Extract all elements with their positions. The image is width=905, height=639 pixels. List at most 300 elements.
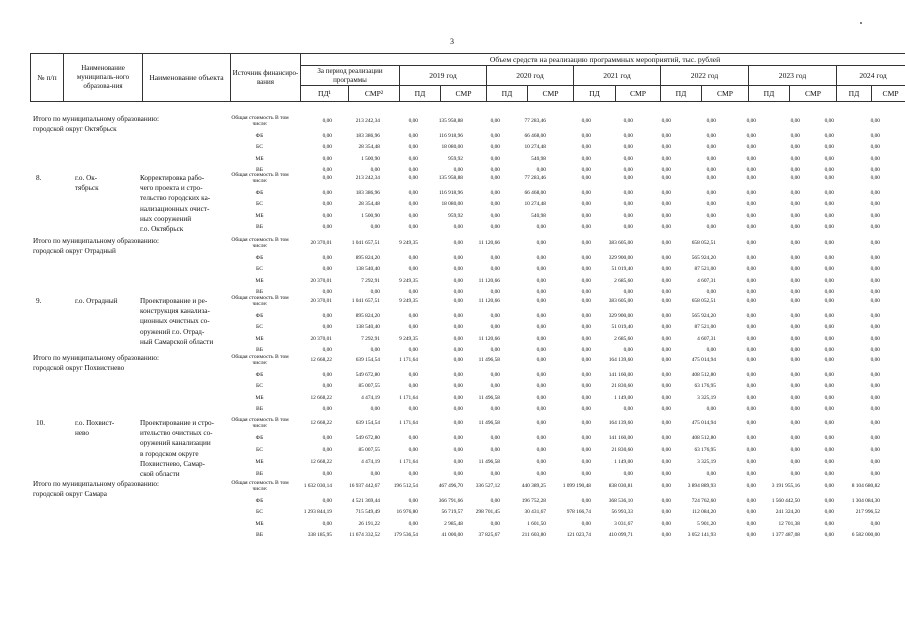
table-cell-value: 87 521,00 bbox=[694, 324, 716, 330]
table-cell-value: 0,00 bbox=[453, 289, 463, 295]
table-cell-value: 0,00 bbox=[790, 175, 800, 181]
table-cell-value: 0,00 bbox=[408, 155, 418, 162]
table-cell-value: 3 052 141,93 bbox=[687, 532, 716, 538]
table-cell-value: 0,00 bbox=[706, 132, 716, 139]
table-cell-value: 0,00 bbox=[536, 224, 546, 230]
table-cell-value: 0,00 bbox=[490, 224, 500, 230]
table-cell-value: 196 512,54 bbox=[393, 483, 418, 489]
table-cell-value: 0,00 bbox=[870, 175, 880, 181]
table-cell-value: 0,00 bbox=[408, 167, 418, 173]
table-cell-value: 0,00 bbox=[322, 520, 332, 527]
table-cell-value: 0,00 bbox=[581, 347, 591, 353]
table-cell-value: 0,00 bbox=[322, 266, 332, 272]
table-cell-value: 0,00 bbox=[746, 497, 756, 504]
table-cell-value: 0,00 bbox=[824, 447, 834, 453]
table-cell-value: 0,00 bbox=[790, 144, 800, 150]
table-cell-value: 383 605,00 bbox=[608, 298, 633, 304]
table-cell-value: 0,00 bbox=[536, 312, 546, 319]
table-cell-value: 0,00 bbox=[536, 394, 546, 401]
table-cell-value: 66 468,00 bbox=[524, 132, 546, 139]
table-cell-value: 20 370,01 bbox=[310, 335, 332, 342]
header-pd: ПД bbox=[400, 86, 441, 102]
table-cell-value: 0,00 bbox=[322, 224, 332, 230]
table-cell-value: 0,00 bbox=[581, 312, 591, 319]
table-cell-value: 0,00 bbox=[581, 132, 591, 139]
subtotal-title: городской округ Похвистнево bbox=[33, 364, 125, 372]
table-cell-value: 0,00 bbox=[536, 406, 546, 412]
table-cell-value: 1 171,64 bbox=[399, 459, 418, 465]
table-cell-value: 0,00 bbox=[870, 447, 880, 453]
table-cell-value: 0,00 bbox=[581, 394, 591, 401]
table-cell-value: 0,00 bbox=[661, 383, 671, 389]
table-cell-value: 11 120,66 bbox=[478, 335, 500, 342]
table-cell-value: 0,00 bbox=[581, 155, 591, 162]
table-cell-value: 0,00 bbox=[746, 347, 756, 353]
table-cell-value: 0,00 bbox=[746, 520, 756, 527]
table-cell-value: 0,00 bbox=[453, 420, 463, 426]
table-cell-value: 0,00 bbox=[870, 277, 880, 284]
table-cell-value: 0,00 bbox=[453, 224, 463, 230]
funding-source: Общая стоимость В том числе: bbox=[231, 115, 289, 127]
table-cell-value: 0,00 bbox=[824, 212, 834, 219]
table-cell-value: 21 830,60 bbox=[611, 447, 633, 453]
table-cell-value: 2 685,60 bbox=[614, 277, 633, 284]
table-cell-value: 0,00 bbox=[408, 201, 418, 207]
budget-table-header bbox=[30, 53, 905, 102]
table-cell-value: 196 752,28 bbox=[521, 497, 546, 504]
subtotal-title: Итого по муниципальному образованию: bbox=[33, 354, 159, 362]
table-cell-value: 0,00 bbox=[370, 406, 380, 412]
table-cell-value: 11 120,66 bbox=[478, 298, 500, 304]
funding-source: МБ bbox=[255, 335, 264, 342]
table-cell-value: 0,00 bbox=[453, 347, 463, 353]
funding-source: ВБ bbox=[256, 471, 263, 477]
header-year-2019: 2019 год bbox=[400, 66, 487, 86]
table-cell-value: 183 386,96 bbox=[355, 132, 380, 139]
table-cell-value: 1 171,64 bbox=[399, 357, 418, 363]
table-cell-value: 56 993,33 bbox=[611, 509, 633, 515]
table-cell-value: 3 191 955,16 bbox=[771, 483, 800, 489]
table-cell-value: 0,00 bbox=[490, 520, 500, 527]
table-cell-value: 440 389,25 bbox=[521, 483, 546, 489]
table-cell-value: 0,00 bbox=[790, 289, 800, 295]
table-cell-value: 0,00 bbox=[453, 357, 463, 363]
table-cell-value: 0,00 bbox=[322, 471, 332, 477]
table-cell-value: 211 603,80 bbox=[521, 532, 546, 538]
table-cell-value: 0,00 bbox=[453, 298, 463, 304]
table-cell-value: 11 496,58 bbox=[478, 357, 500, 363]
table-cell-value: 408 512,80 bbox=[691, 435, 716, 441]
table-cell-value: 0,00 bbox=[746, 312, 756, 319]
funding-source: Общая стоимость В том числе: bbox=[231, 237, 289, 249]
table-cell-value: 0,00 bbox=[706, 406, 716, 412]
table-cell-value: 11 496,58 bbox=[478, 459, 500, 465]
table-cell-value: 0,00 bbox=[790, 155, 800, 162]
table-cell-value: 0,00 bbox=[623, 167, 633, 173]
table-cell-value: 978 166,74 bbox=[566, 509, 591, 515]
table-cell-value: 540,98 bbox=[531, 212, 546, 219]
table-cell-value: 0,00 bbox=[870, 254, 880, 261]
table-cell-value: 0,00 bbox=[536, 240, 546, 246]
table-cell-value: 0,00 bbox=[581, 383, 591, 389]
table-cell-value: 0,00 bbox=[581, 447, 591, 453]
table-cell-value: 0,00 bbox=[453, 447, 463, 453]
table-cell-value: 0,00 bbox=[490, 312, 500, 319]
table-cell-value: 549 672,80 bbox=[355, 435, 380, 441]
table-cell-value: 0,00 bbox=[661, 483, 671, 489]
table-cell-value: 0,00 bbox=[370, 167, 380, 173]
table-cell-value: 0,00 bbox=[661, 347, 671, 353]
item-number: 9. bbox=[36, 297, 42, 305]
table-cell-value: 0,00 bbox=[661, 520, 671, 527]
object-name: Корректировка рабо- bbox=[140, 174, 205, 182]
table-cell-value: 0,00 bbox=[870, 201, 880, 207]
table-cell-value: 0,00 bbox=[870, 240, 880, 246]
table-cell-value: 3 894 889,93 bbox=[687, 483, 716, 489]
table-cell-value: 0,00 bbox=[824, 189, 834, 196]
table-cell-value: 9 249,35 bbox=[399, 335, 418, 342]
table-cell-value: 0,00 bbox=[746, 254, 756, 261]
header-pd: ПД bbox=[837, 86, 872, 102]
table-cell-value: 0,00 bbox=[746, 189, 756, 196]
header-period-total: За период реализации программы bbox=[301, 66, 400, 86]
table-cell-value: 0,00 bbox=[490, 471, 500, 477]
table-cell-value: 0,00 bbox=[408, 175, 418, 181]
table-cell-value: 66 468,00 bbox=[524, 189, 546, 196]
table-cell-value: 85 007,55 bbox=[358, 447, 380, 453]
funding-source: БС bbox=[256, 201, 263, 207]
table-cell-value: 0,00 bbox=[746, 132, 756, 139]
table-cell-value: 0,00 bbox=[790, 383, 800, 389]
header-pd: ПД bbox=[661, 86, 702, 102]
subtotal-title: Итого по муниципальному образованию: bbox=[33, 115, 159, 123]
table-cell-value: 0,00 bbox=[581, 289, 591, 295]
table-cell-value: 138 540,40 bbox=[355, 324, 380, 330]
table-cell-value: 0,00 bbox=[746, 447, 756, 453]
table-cell-value: 0,00 bbox=[870, 383, 880, 389]
funding-source: ФБ bbox=[255, 371, 264, 378]
table-cell-value: 0,00 bbox=[870, 132, 880, 139]
table-cell-value: 0,00 bbox=[453, 266, 463, 272]
table-cell-value: 0,00 bbox=[870, 335, 880, 342]
table-cell-value: 639 154,54 bbox=[355, 357, 380, 363]
table-cell-value: 0,00 bbox=[824, 520, 834, 527]
table-cell-value: 0,00 bbox=[661, 335, 671, 342]
table-cell-value: 0,00 bbox=[661, 118, 671, 124]
table-cell-value: 0,00 bbox=[824, 406, 834, 412]
table-cell-value: 959,92 bbox=[448, 212, 463, 219]
table-cell-value: 0,00 bbox=[824, 371, 834, 378]
table-cell-value: 0,00 bbox=[623, 212, 633, 219]
table-cell-value: 658 052,51 bbox=[691, 298, 716, 304]
table-cell-value: 213 242,34 bbox=[355, 118, 380, 124]
table-cell-value: 10 274,48 bbox=[524, 144, 546, 150]
table-cell-value: 0,00 bbox=[581, 254, 591, 261]
table-cell-value: 1 041 657,51 bbox=[351, 298, 380, 304]
municipality-name: г.о. Ок- bbox=[75, 174, 98, 182]
table-cell-value: 37 825,67 bbox=[478, 532, 500, 538]
table-cell-value: 0,00 bbox=[408, 144, 418, 150]
table-cell-value: 0,00 bbox=[824, 435, 834, 441]
funding-source: ФБ bbox=[255, 254, 264, 261]
table-cell-value: 0,00 bbox=[746, 201, 756, 207]
table-cell-value: 0,00 bbox=[870, 394, 880, 401]
table-cell-value: 85 007,55 bbox=[358, 383, 380, 389]
table-cell-value: 1 041 657,51 bbox=[351, 240, 380, 246]
table-cell-value: 0,00 bbox=[870, 289, 880, 295]
table-cell-value: 213 242,34 bbox=[355, 175, 380, 181]
table-cell-value: 28 354,48 bbox=[358, 144, 380, 150]
table-cell-value: 0,00 bbox=[790, 240, 800, 246]
table-cell-value: 0,00 bbox=[536, 435, 546, 441]
table-cell-value: 0,00 bbox=[746, 406, 756, 412]
table-cell-value: 0,00 bbox=[870, 189, 880, 196]
table-cell-value: 18 080,00 bbox=[441, 144, 463, 150]
table-cell-value: 6 582 000,00 bbox=[851, 532, 880, 538]
table-cell-value: 0,00 bbox=[661, 277, 671, 284]
table-cell-value: 0,00 bbox=[870, 144, 880, 150]
table-cell-value: 0,00 bbox=[661, 212, 671, 219]
funding-source: МБ bbox=[255, 394, 264, 401]
table-cell-value: 0,00 bbox=[536, 167, 546, 173]
table-cell-value: 0,00 bbox=[490, 266, 500, 272]
table-cell-value: 217 996,52 bbox=[855, 509, 880, 515]
table-cell-value: 0,00 bbox=[408, 132, 418, 139]
page-number: 3 bbox=[450, 37, 454, 46]
table-cell-value: 0,00 bbox=[408, 254, 418, 261]
header-smr-total: СМР² bbox=[349, 86, 400, 102]
header-year-2020: 2020 год bbox=[487, 66, 574, 86]
table-cell-value: 0,00 bbox=[408, 324, 418, 330]
table-cell-value: 0,00 bbox=[581, 335, 591, 342]
table-cell-value: 3 031,67 bbox=[614, 520, 633, 527]
table-cell-value: 0,00 bbox=[746, 420, 756, 426]
table-cell-value: 0,00 bbox=[746, 394, 756, 401]
table-cell-value: 0,00 bbox=[490, 435, 500, 441]
table-cell-value: 4 474,19 bbox=[361, 394, 380, 401]
table-cell-value: 0,00 bbox=[870, 459, 880, 465]
table-cell-value: 0,00 bbox=[870, 155, 880, 162]
table-cell-value: 0,00 bbox=[790, 335, 800, 342]
table-cell-value: 0,00 bbox=[370, 289, 380, 295]
table-cell-value: 0,00 bbox=[746, 167, 756, 173]
table-cell-value: 0,00 bbox=[824, 497, 834, 504]
funding-source: ВБ bbox=[256, 532, 263, 538]
table-cell-value: 20 370,01 bbox=[310, 240, 332, 246]
funding-source: Общая стоимость В том числе: bbox=[231, 480, 289, 492]
table-cell-value: 0,00 bbox=[870, 471, 880, 477]
table-cell-value: 0,00 bbox=[824, 224, 834, 230]
table-cell-value: 0,00 bbox=[453, 312, 463, 319]
table-cell-value: 0,00 bbox=[453, 324, 463, 330]
table-cell-value: 0,00 bbox=[370, 347, 380, 353]
table-cell-value: 0,00 bbox=[490, 132, 500, 139]
table-cell-value: 0,00 bbox=[661, 509, 671, 515]
table-cell-value: 0,00 bbox=[824, 254, 834, 261]
object-name: тельство городских ка- bbox=[140, 194, 211, 203]
table-cell-value: 63 176,95 bbox=[694, 383, 716, 389]
table-cell-value: 383 605,00 bbox=[608, 240, 633, 246]
table-cell-value: 0,00 bbox=[408, 266, 418, 272]
table-cell-value: 0,00 bbox=[408, 406, 418, 412]
object-name: оружений канализации bbox=[140, 439, 211, 448]
funding-source: БС bbox=[256, 447, 263, 453]
table-cell-value: 0,00 bbox=[746, 118, 756, 124]
table-cell-value: 0,00 bbox=[706, 167, 716, 173]
table-cell-value: 715 549,49 bbox=[355, 509, 380, 515]
funding-source: БС bbox=[256, 144, 263, 150]
table-cell-value: 18 080,00 bbox=[441, 201, 463, 207]
table-cell-value: 112 084,20 bbox=[691, 509, 716, 515]
table-cell-value: 0,00 bbox=[706, 144, 716, 150]
table-cell-value: 1 149,00 bbox=[614, 459, 633, 465]
table-cell-value: 0,00 bbox=[790, 420, 800, 426]
table-cell-value: 0,00 bbox=[706, 155, 716, 162]
scan-speck bbox=[655, 53, 657, 55]
table-cell-value: 0,00 bbox=[581, 435, 591, 441]
table-cell-value: 0,00 bbox=[490, 324, 500, 330]
table-cell-value: 0,00 bbox=[322, 155, 332, 162]
table-cell-value: 724 762,60 bbox=[691, 497, 716, 504]
table-cell-value: 0,00 bbox=[581, 497, 591, 504]
object-name: ской области bbox=[140, 470, 180, 478]
table-cell-value: 164 139,60 bbox=[608, 357, 633, 363]
table-cell-value: 0,00 bbox=[870, 357, 880, 363]
table-cell-value: 0,00 bbox=[322, 406, 332, 412]
table-cell-value: 0,00 bbox=[490, 497, 500, 504]
table-cell-value: 0,00 bbox=[790, 447, 800, 453]
table-cell-value: 565 924,20 bbox=[691, 254, 716, 261]
table-cell-value: 0,00 bbox=[322, 118, 332, 124]
table-cell-value: 0,00 bbox=[581, 201, 591, 207]
table-cell-value: 0,00 bbox=[490, 212, 500, 219]
table-cell-value: 26 191,22 bbox=[358, 520, 380, 527]
table-cell-value: 4 474,19 bbox=[361, 459, 380, 465]
table-cell-value: 0,00 bbox=[824, 155, 834, 162]
table-cell-value: 0,00 bbox=[824, 509, 834, 515]
table-cell-value: 0,00 bbox=[661, 144, 671, 150]
table-cell-value: 0,00 bbox=[661, 240, 671, 246]
table-cell-value: 467 496,70 bbox=[438, 483, 463, 489]
funding-source: МБ bbox=[255, 277, 264, 284]
table-cell-value: 0,00 bbox=[790, 298, 800, 304]
table-cell-value: 0,00 bbox=[322, 254, 332, 261]
item-number: 10. bbox=[36, 419, 45, 427]
table-cell-value: 0,00 bbox=[870, 324, 880, 330]
table-cell-value: 1 099 190,48 bbox=[562, 483, 591, 489]
table-cell-value: 0,00 bbox=[408, 347, 418, 353]
table-cell-value: 0,00 bbox=[370, 471, 380, 477]
table-cell-value: 0,00 bbox=[322, 447, 332, 453]
table-cell-value: 0,00 bbox=[490, 383, 500, 389]
table-cell-value: 639 154,54 bbox=[355, 420, 380, 426]
table-cell-value: 0,00 bbox=[746, 532, 756, 538]
table-cell-value: 0,00 bbox=[490, 175, 500, 181]
table-cell-value: 0,00 bbox=[536, 383, 546, 389]
table-cell-value: 12 668,22 bbox=[310, 459, 332, 465]
table-cell-value: 0,00 bbox=[322, 289, 332, 295]
table-cell-value: 0,00 bbox=[746, 212, 756, 219]
table-cell-value: 0,00 bbox=[790, 266, 800, 272]
header-object: Наименование объекта bbox=[143, 54, 231, 102]
header-pd: ПД bbox=[749, 86, 790, 102]
table-cell-value: 141 160,00 bbox=[608, 371, 633, 378]
table-cell-value: 0,00 bbox=[824, 420, 834, 426]
table-cell-value: 298 701,45 bbox=[475, 509, 500, 515]
header-pd-total: ПД¹ bbox=[301, 86, 349, 102]
table-cell-value: 12 668,22 bbox=[310, 357, 332, 363]
table-cell-value: 20 370,01 bbox=[310, 298, 332, 304]
table-cell-value: 0,00 bbox=[706, 201, 716, 207]
table-cell-value: 0,00 bbox=[370, 224, 380, 230]
table-cell-value: 0,00 bbox=[322, 497, 332, 504]
table-cell-value: 0,00 bbox=[453, 167, 463, 173]
subtotal-title: городской округ Самара bbox=[33, 490, 107, 498]
table-cell-value: 0,00 bbox=[746, 357, 756, 363]
table-cell-value: 0,00 bbox=[746, 383, 756, 389]
table-cell-value: 658 052,51 bbox=[691, 240, 716, 246]
table-cell-value: 0,00 bbox=[870, 371, 880, 378]
table-cell-value: 138 540,40 bbox=[355, 266, 380, 272]
table-cell-value: 0,00 bbox=[581, 144, 591, 150]
table-cell-value: 0,00 bbox=[581, 459, 591, 465]
table-cell-value: 0,00 bbox=[623, 132, 633, 139]
header-source: Источник финансиро-вания bbox=[231, 54, 301, 102]
table-cell-value: 0,00 bbox=[623, 175, 633, 181]
table-cell-value: 0,00 bbox=[824, 118, 834, 124]
table-cell-value: 0,00 bbox=[453, 371, 463, 378]
object-name: Похвистнево, Самар- bbox=[140, 459, 205, 468]
table-cell-value: 1 377 487,08 bbox=[771, 532, 800, 538]
table-cell-value: 0,00 bbox=[536, 254, 546, 261]
subtotal-title: городской округ Октябрьск bbox=[33, 125, 117, 133]
header-year-2022: 2022 год bbox=[661, 66, 749, 86]
table-cell-value: 0,00 bbox=[581, 224, 591, 230]
table-cell-value: 12 668,22 bbox=[310, 420, 332, 426]
table-cell-value: 0,00 bbox=[706, 212, 716, 219]
table-cell-value: 11 120,66 bbox=[478, 277, 500, 284]
table-cell-value: 549 672,80 bbox=[355, 371, 380, 378]
table-cell-value: 0,00 bbox=[824, 312, 834, 319]
table-cell-value: 0,00 bbox=[490, 118, 500, 124]
table-cell-value: 0,00 bbox=[706, 471, 716, 477]
funding-source: Общая стоимость В том числе: bbox=[231, 417, 289, 429]
table-cell-value: 0,00 bbox=[706, 189, 716, 196]
funding-source: Общая стоимость В том числе: bbox=[231, 295, 289, 307]
header-smr: СМР bbox=[702, 86, 749, 102]
table-cell-value: 0,00 bbox=[490, 144, 500, 150]
table-cell-value: 0,00 bbox=[581, 118, 591, 124]
table-cell-value: 959,92 bbox=[448, 155, 463, 162]
table-cell-value: 0,00 bbox=[581, 189, 591, 196]
header-smr: СМР bbox=[872, 86, 905, 102]
subtotal-title: Итого по муниципальному образованию: bbox=[33, 480, 159, 488]
object-name: г.о. Октябрьск bbox=[140, 225, 184, 233]
table-cell-value: 1 500,90 bbox=[361, 155, 380, 162]
table-cell-value: 475 014,94 bbox=[691, 357, 716, 363]
table-cell-value: 0,00 bbox=[490, 371, 500, 378]
table-cell-value: 41 000,00 bbox=[441, 532, 463, 538]
table-cell-value: 0,00 bbox=[623, 118, 633, 124]
table-cell-value: 0,00 bbox=[581, 420, 591, 426]
table-cell-value: 0,00 bbox=[322, 201, 332, 207]
funding-source: Общая стоимость В том числе: bbox=[231, 354, 289, 366]
funding-source: ФБ bbox=[255, 132, 264, 139]
table-cell-value: 141 160,00 bbox=[608, 435, 633, 441]
table-cell-value: 0,00 bbox=[706, 175, 716, 181]
table-cell-value: 0,00 bbox=[408, 371, 418, 378]
table-cell-value: 0,00 bbox=[790, 254, 800, 261]
